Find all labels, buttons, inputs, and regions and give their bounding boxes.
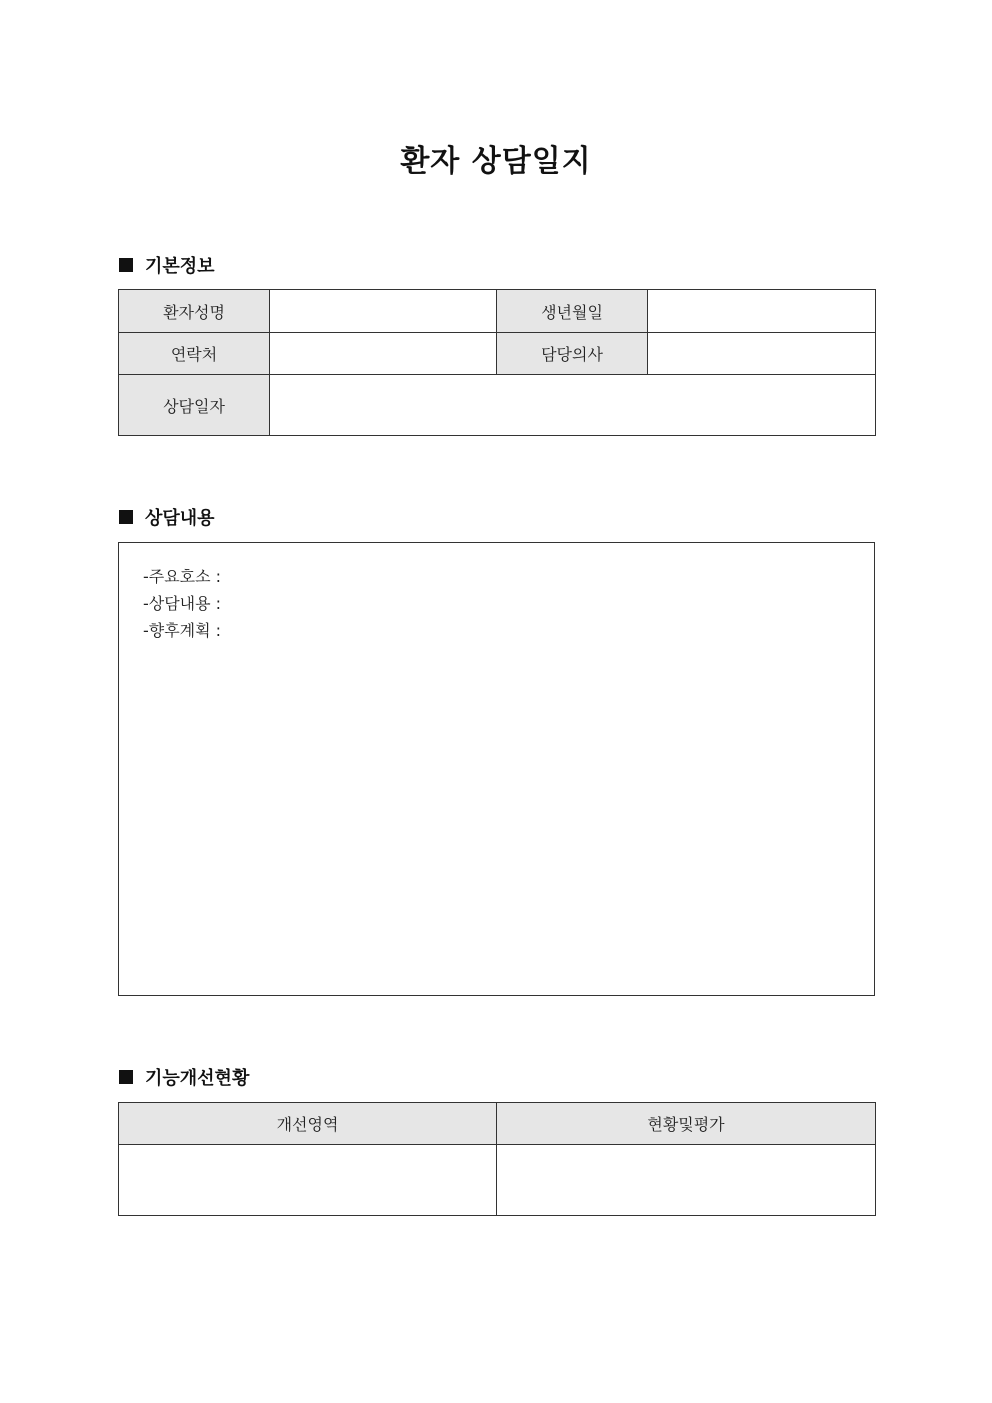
basic-info-table (118, 289, 876, 436)
section-heading-label: 기본정보 (145, 256, 215, 277)
table-row (119, 333, 876, 375)
section-heading-function-improvement (119, 1065, 249, 1089)
patient-name-field[interactable] (270, 290, 497, 333)
table-row (119, 375, 876, 436)
contact-label: 연락처 (119, 333, 270, 375)
improvement-area-header: 개선영역 (119, 1103, 497, 1145)
section-heading-consultation (119, 505, 215, 529)
doctor-field[interactable] (648, 333, 876, 375)
consultation-detail-line: -상담내용 : (143, 594, 222, 613)
section-heading-label: 상담내용 (145, 508, 215, 529)
page-title: 환자 상담일지 (400, 144, 592, 179)
contact-field[interactable] (270, 333, 497, 375)
consult-date-label: 상담일자 (119, 375, 270, 436)
section-heading-basic-info (119, 253, 215, 277)
table-row (119, 290, 876, 333)
function-improvement-table (118, 1102, 876, 1216)
consultation-content-box[interactable] (118, 542, 875, 996)
consult-date-field[interactable] (270, 375, 876, 436)
square-bullet-icon (119, 1070, 133, 1084)
status-evaluation-header: 현황및평가 (497, 1103, 876, 1145)
square-bullet-icon (119, 258, 133, 272)
square-bullet-icon (119, 510, 133, 524)
consultation-lines (143, 563, 221, 644)
birth-date-label: 생년월일 (497, 290, 648, 333)
table-row (119, 1145, 876, 1216)
chief-complaint-line: -주요호소 : (143, 567, 222, 586)
patient-name-label: 환자성명 (119, 290, 270, 333)
table-row (119, 1103, 876, 1145)
birth-date-field[interactable] (648, 290, 876, 333)
status-evaluation-field[interactable] (497, 1145, 876, 1216)
doctor-label: 담당의사 (497, 333, 648, 375)
section-heading-label: 기능개선현황 (145, 1068, 250, 1089)
future-plan-line: -향후계획 : (143, 621, 222, 640)
improvement-area-field[interactable] (119, 1145, 497, 1216)
